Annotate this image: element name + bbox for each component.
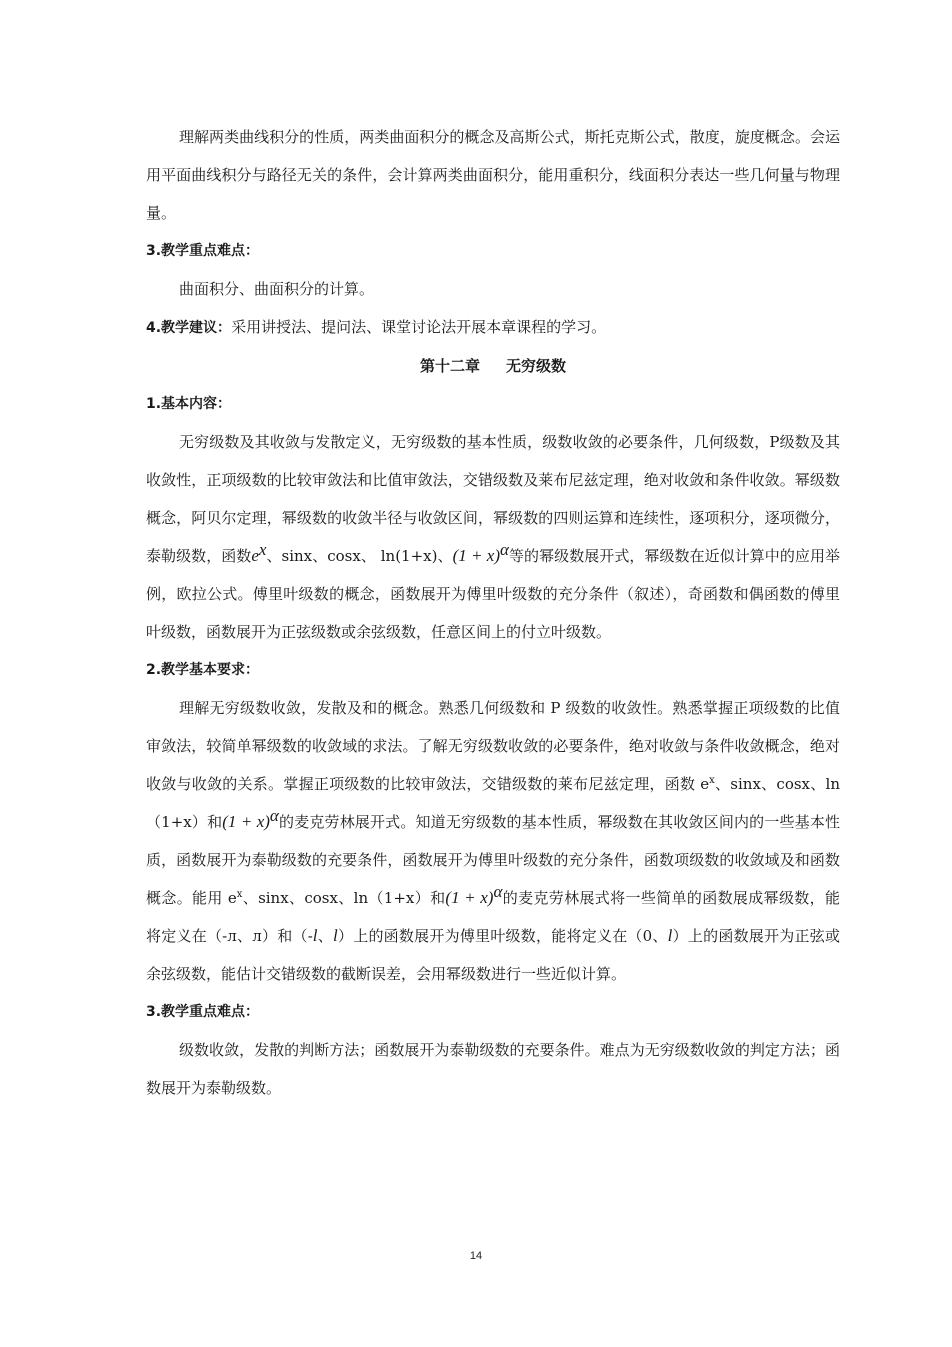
math-exponent-x: x (258, 540, 267, 559)
ch12-key-points-text: 级数收敛，发散的判断方法；函数展开为泰勒级数的充要条件。难点为无穷级数收敛的判定方法；函数展开为泰勒级数。 (146, 1041, 840, 1097)
ch11-key-points-heading: 3.教学重点难点： (146, 243, 260, 259)
chapter-12-title (146, 347, 840, 385)
ch11-requirements-paragraph: 理解两类曲线积分的性质，两类曲面积分的概念及高斯公式，斯托克斯公式，散度，旋度概念。会运用平面曲线积分与路径无关的条件，会计算两类曲面积分，能用重积分，线面积分表达一些几何量与物理量。 (146, 128, 840, 222)
chapter-12-name: 无穷级数 (506, 357, 567, 375)
math-e: e (251, 546, 259, 565)
ch11-key-points-text: 曲面积分、曲面积分的计算。 (179, 280, 375, 298)
ch11-suggestions-heading: 4.教学建议： (146, 320, 232, 336)
math-l: l (312, 926, 318, 945)
ch12-req-text-8: ）上的函数展开为正弦或余弦级数，能估计交错级数的截断误差，会用幂级数进行一些近似计算。 (146, 927, 840, 983)
math-l: l (333, 926, 338, 945)
page-number: 14 (469, 1250, 483, 1262)
math-l: l (667, 926, 673, 945)
ch11-suggestions (146, 308, 840, 347)
math-exponent-x: x (236, 889, 243, 900)
math-exponent-alpha: α (269, 806, 279, 825)
ch12-req-text-7: ）上的函数展开为傅里叶级数，能将定义在（0、 (337, 927, 668, 945)
ch12-req-text-1: 理解无穷级数收敛，发散及和的概念。熟悉几何级数和 P 级数的收敛性。熟悉掌握正项级数的比值审敛法，较简单幂级数的收敛域的求法。了解无穷级数收敛的必要条件，绝对收敛与条件收敛概念，绝对收敛与收敛的关系。掌握正项级数的比较审敛法，交错级数的莱布尼兹定理，函数 e (146, 699, 840, 793)
ch12-req-text-4: 、sinx、cosx、ln（1+x）和 (242, 889, 446, 907)
ch12-requirements-paragraph (146, 689, 840, 993)
ch12-basic-text-1: 无穷级数及其收敛与发散定义，无穷级数的基本性质，级数收敛的必要条件，几何级数，P级数及其收敛性，正项级数的比较审敛法和比值审敛法，交错级数及莱布尼兹定理，绝对收敛和条件收敛。幂级数概念，阿贝尔定理，幂级数的收敛半径与收敛区间，幂级数的四则运算和连续性，逐项积分，逐项微分，泰勒级数，函数 (146, 433, 840, 565)
ch12-req-text-3: 的麦克劳林展开式。知道无穷级数的基本性质，幂级数在其收敛区间内的一些基本性质，函数展开为泰勒级数的充要条件，函数展开为傅里叶级数的充分条件，函数项级数的收敛域及和函数概念。能用 e (146, 813, 840, 907)
ch12-req-text-6: 、 (317, 927, 333, 945)
ch12-key-points-heading: 3.教学重点难点： (146, 1004, 260, 1020)
ch12-basic-content-heading: 1.基本内容： (146, 396, 232, 412)
ch12-basic-text-2: 、sinx、cosx、 ln(1+x)、 (266, 547, 453, 565)
chapter-12-number: 第十二章 (419, 357, 480, 375)
math-one-plus-x: (1 + x) (445, 888, 494, 907)
ch12-basic-text-3: 等的幂级数展开式，幂级数在近似计算中的应用举例，欧拉公式。傅里叶级数的概念，函数展开为傅里叶级数的充分条件（叙述），奇函数和偶函数的傅里叶级数，函数展开为正弦级数或余弦级数，任意区间上的付立叶级数。 (146, 547, 840, 641)
ch11-suggestions-text: 采用讲授法、提问法、课堂讨论法开展本章课程的学习。 (231, 318, 607, 336)
math-exponent-alpha: α (500, 540, 509, 559)
math-exponent-alpha: α (493, 882, 503, 901)
ch12-req-text-5: 的麦克劳林展式将一些简单的函数展成幂级数，能将定义在（-л、л）和（- (146, 889, 840, 945)
math-exponent-x: x (709, 775, 715, 786)
page-content (146, 118, 840, 1107)
math-one-plus-x: (1 + x) (452, 546, 501, 565)
ch12-basic-content-paragraph (146, 423, 840, 651)
ch12-requirements-heading: 2.教学基本要求： (146, 662, 260, 678)
math-one-plus-x: (1 + x) (222, 812, 270, 831)
ch12-req-text-2: 、sinx、cosx、ln（1+x）和 (146, 775, 840, 831)
